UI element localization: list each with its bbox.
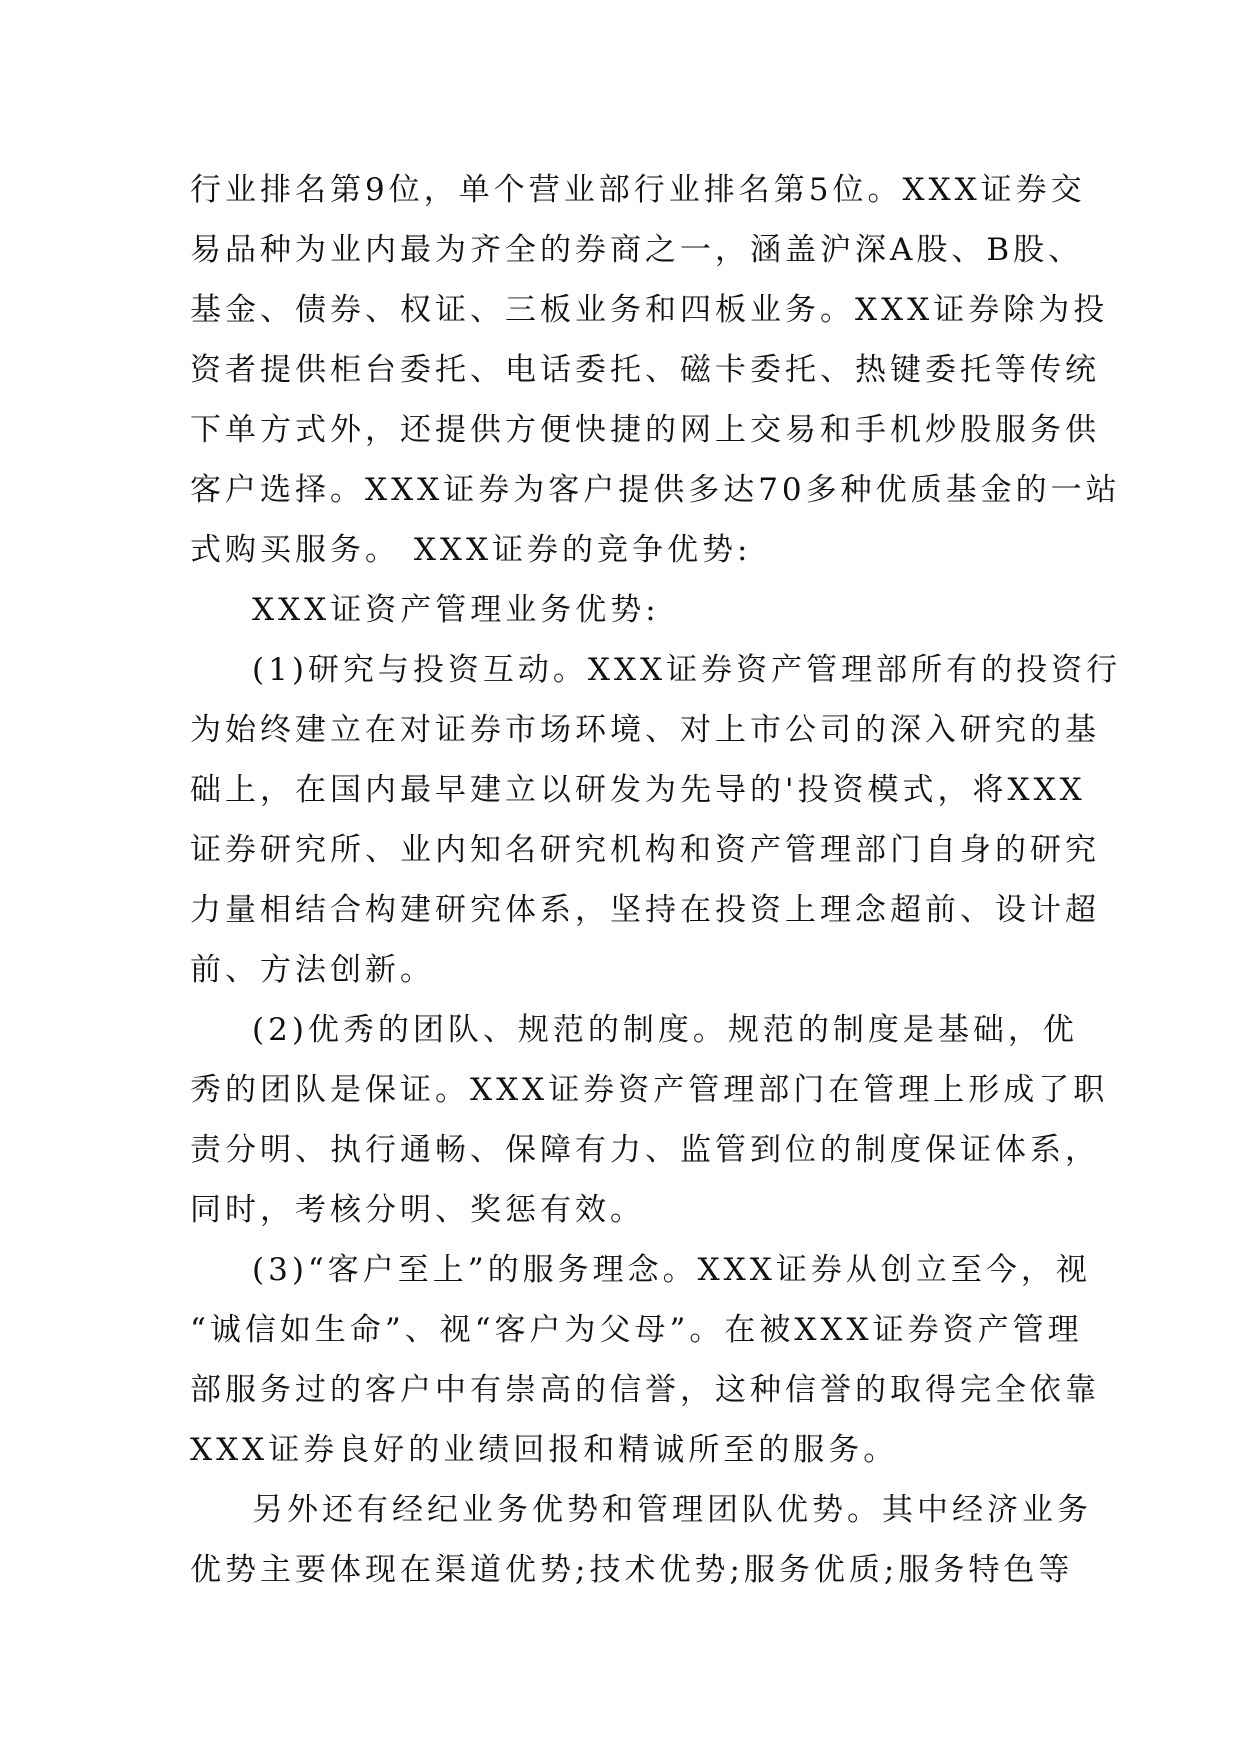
body-text bbox=[190, 160, 1122, 1600]
section-heading: XXX证资产管理业务优势: bbox=[252, 592, 660, 628]
text-line: 优势主要体现在渠道优势;技术优势;服务优质;服务特色等 bbox=[190, 1552, 1074, 1588]
text-line: 客户选择。XXX证券为客户提供多达70多种优质基金的一站 bbox=[190, 472, 1121, 508]
text-line: 同时，考核分明、奖惩有效。 bbox=[190, 1192, 645, 1228]
text-line: 力量相结合构建研究体系，坚持在投资上理念超前、设计超 bbox=[190, 892, 1100, 928]
text-line: 础上，在国内最早建立以研发为先导的'投资模式，将XXX bbox=[190, 772, 1086, 808]
text-line: 前、方法创新。 bbox=[190, 952, 435, 988]
text-line: 资者提供柜台委托、电话委托、磁卡委托、热键委托等传统 bbox=[190, 352, 1100, 388]
text-line: 另外还有经纪业务优势和管理团队优势。其中经济业务 bbox=[252, 1492, 1092, 1528]
text-line: 部服务过的客户中有崇高的信誉，这种信誉的取得完全依靠 bbox=[190, 1372, 1100, 1408]
text-line: 责分明、执行通畅、保障有力、监管到位的制度保证体系， bbox=[190, 1132, 1100, 1168]
text-line: (2)优秀的团队、规范的制度。规范的制度是基础，优 bbox=[252, 1012, 1078, 1048]
text-line: XXX证券良好的业绩回报和精诚所至的服务。 bbox=[190, 1432, 899, 1468]
text-line: 易品种为业内最为齐全的券商之一，涵盖沪深A股、B股、 bbox=[190, 232, 1084, 268]
text-line: 为始终建立在对证券市场环境、对上市公司的深入研究的基 bbox=[190, 712, 1100, 748]
text-line: (3)“客户至上”的服务理念。XXX证券从创立至今，视 bbox=[252, 1252, 1091, 1288]
text-line: “诚信如生命”、视“客户为父母”。在被XXX证券资产管理 bbox=[190, 1312, 1083, 1348]
text-line: 式购买服务。 XXX证券的竞争优势: bbox=[190, 532, 752, 568]
text-line: (1)研究与投资互动。XXX证券资产管理部所有的投资行 bbox=[252, 652, 1122, 688]
text-line: 行业排名第9位，单个营业部行业排名第5位。XXX证券交 bbox=[190, 172, 1086, 208]
text-line: 证券研究所、业内知名研究机构和资产管理部门自身的研究 bbox=[190, 832, 1100, 868]
text-line: 基金、债券、权证、三板业务和四板业务。XXX证券除为投 bbox=[190, 292, 1109, 328]
text-line: 下单方式外，还提供方便快捷的网上交易和手机炒股服务供 bbox=[190, 412, 1100, 448]
text-line: 秀的团队是保证。XXX证券资产管理部门在管理上形成了职 bbox=[190, 1072, 1109, 1108]
